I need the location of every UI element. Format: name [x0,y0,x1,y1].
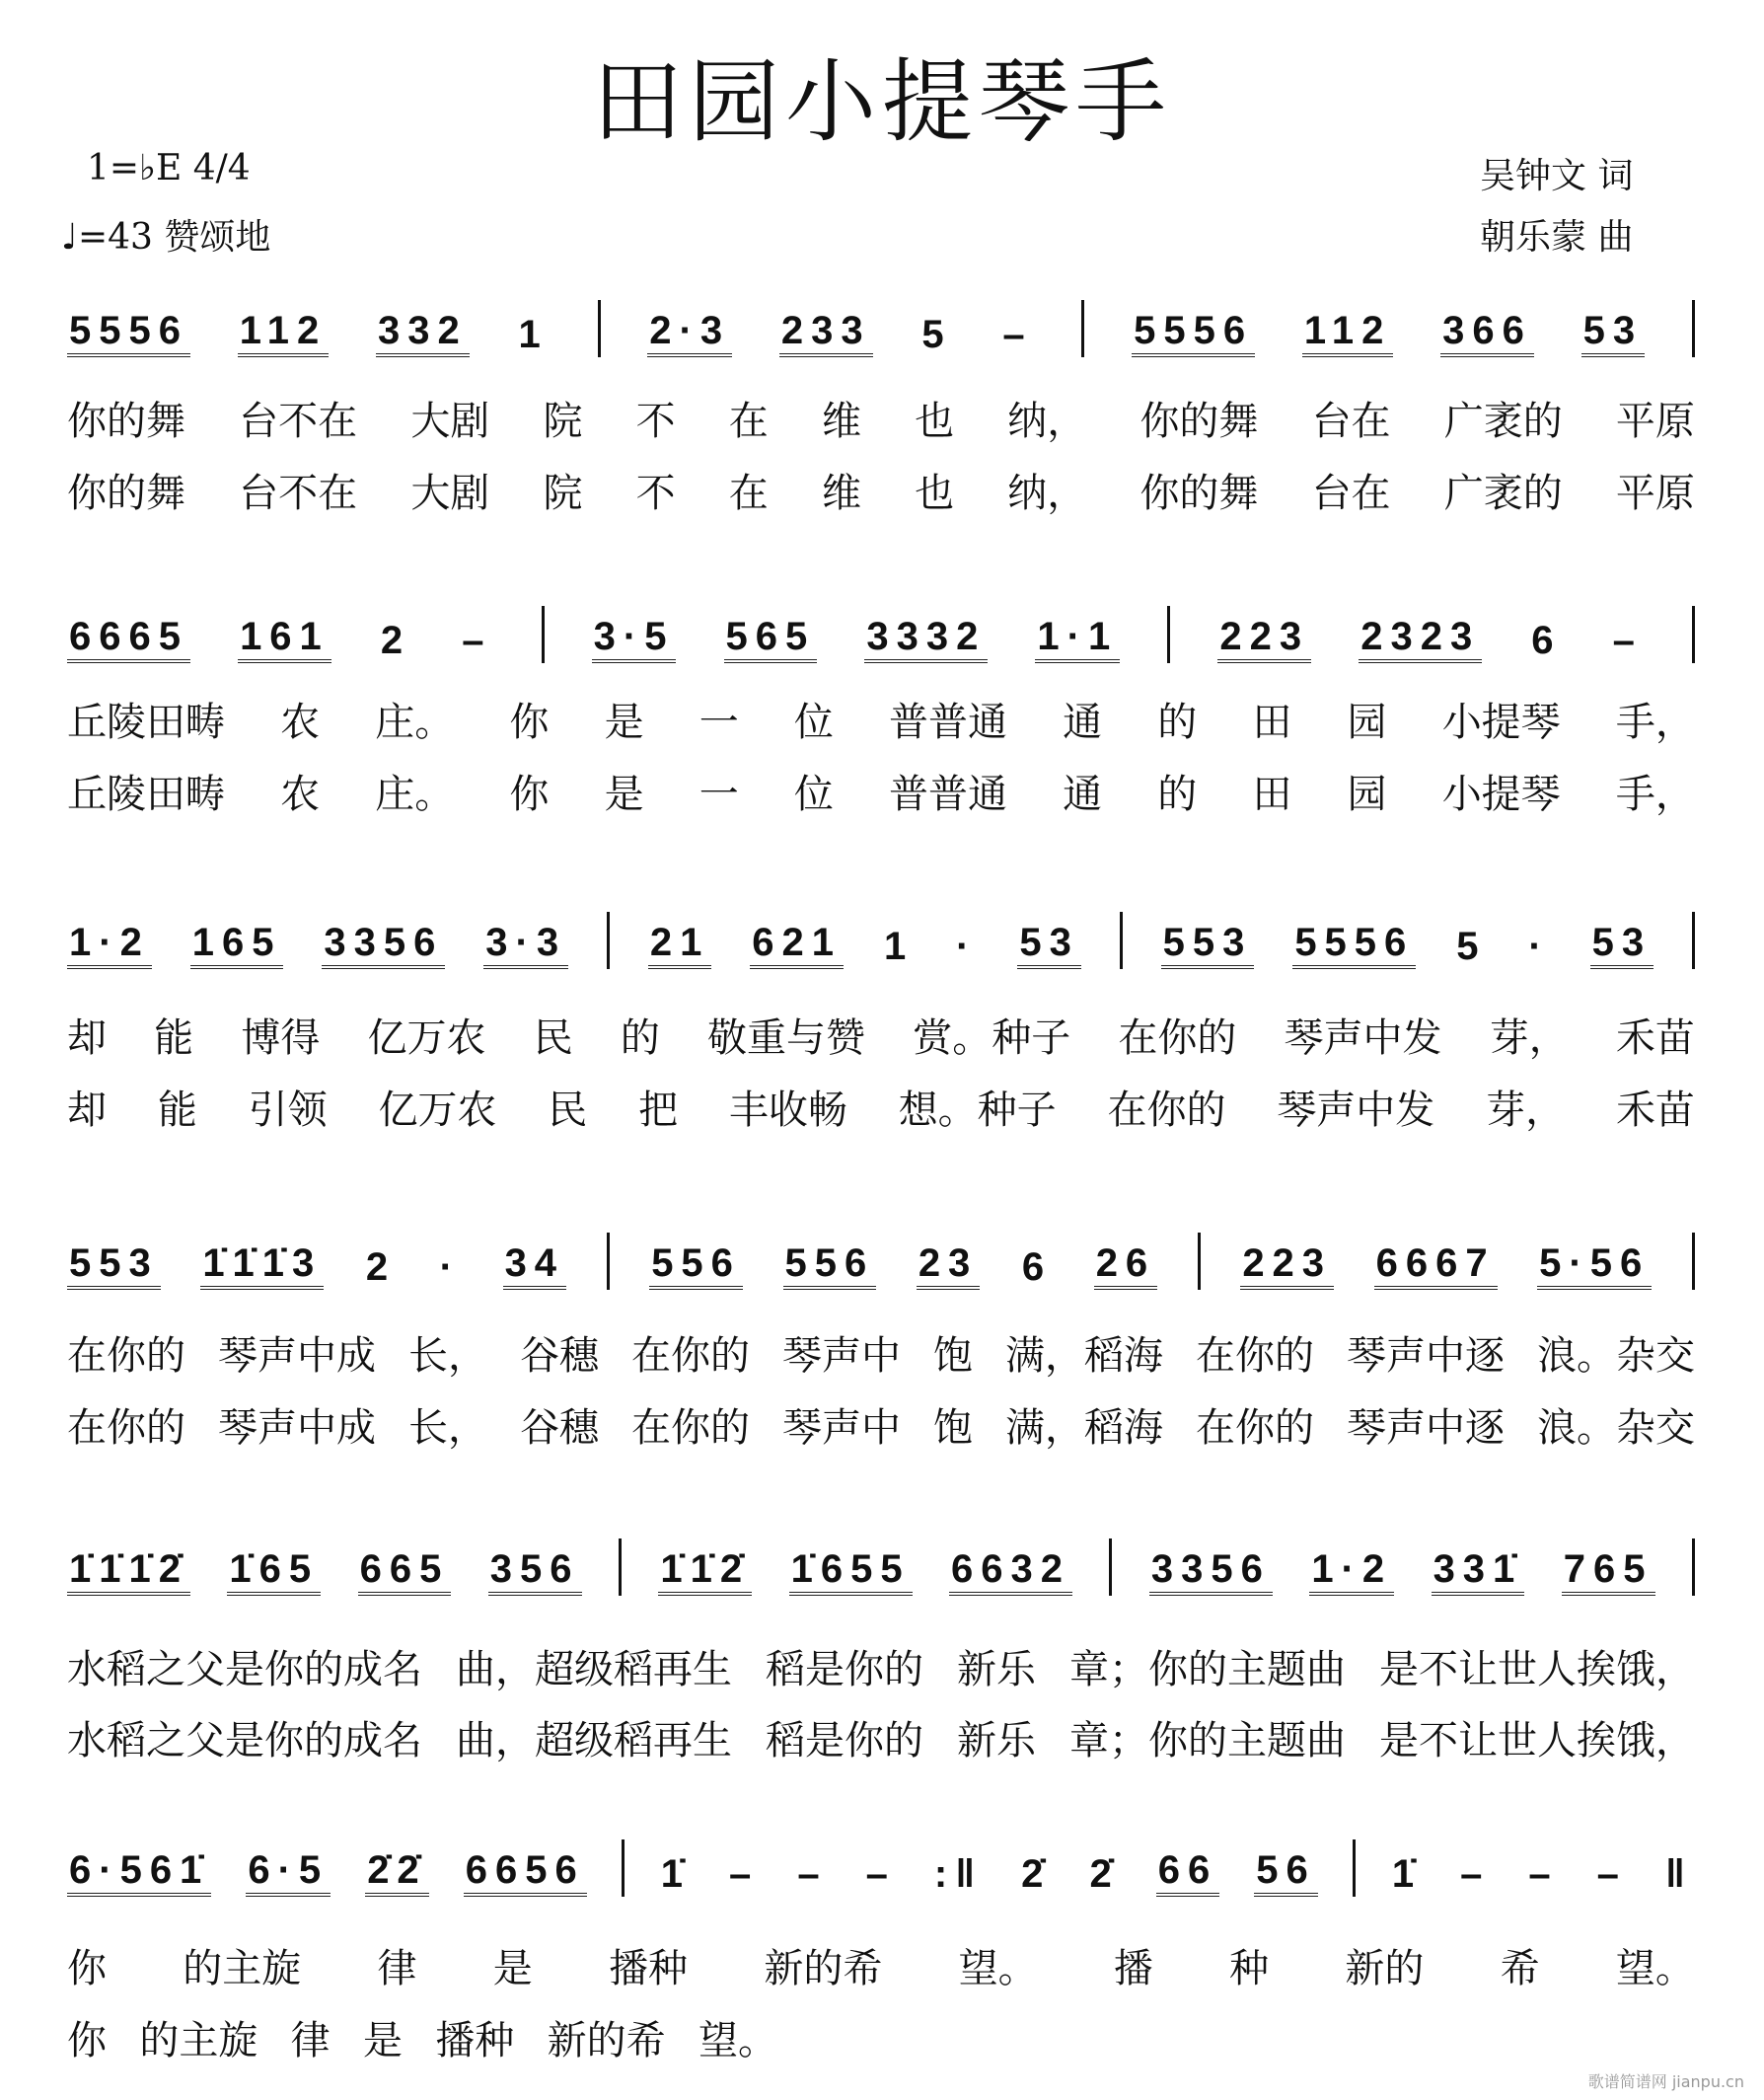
lyric-word: 望。 [958,1946,1038,1991]
tempo-marking: ♩=43 赞颂地 [61,217,271,258]
lyric-word: 饱 [933,1405,973,1451]
lyric-word: 长， [408,1405,487,1451]
note-group: – [1612,619,1643,662]
note-group: 6·561̇ [67,1848,211,1897]
lyrics-verse-2 [67,763,1695,819]
lyric-word: 芽， [1486,1088,1566,1133]
lyric-word: 谷穗 [520,1405,599,1451]
lyric-word: 浪。杂交 [1537,1333,1695,1379]
lyric-word: 希 [1500,1946,1540,1991]
note-group: 1̇655 [789,1547,913,1596]
note-group: 26 [1094,1241,1158,1290]
bar-line [607,912,610,969]
lyric-word: 琴声中 [782,1405,901,1451]
lyric-word: 纳， [1007,399,1087,444]
lyrics-verse-1 [67,1638,1695,1694]
lyric-word: 章；你的主题曲 [1069,1718,1346,1763]
lyric-word: 长， [408,1333,487,1379]
lyric-word: 一 [698,772,739,817]
lyric-word: 位 [793,772,834,817]
note-group: 3·3 [483,921,568,969]
bar-line [1353,1839,1356,1897]
note-group: 556 [649,1241,743,1290]
note-group: 6656 [464,1848,587,1897]
lyric-word: 能 [154,1015,194,1061]
note-group: 621 [750,921,844,969]
bar-line [1692,1538,1695,1596]
lyric-word: 丘陵田畴 [67,700,225,745]
lyric-word: 赏。种子 [913,1015,1071,1061]
note-group: 331̇ [1432,1547,1525,1596]
lyric-word: 一 [698,700,739,745]
lyric-word: 位 [793,700,834,745]
bar-line [1198,1233,1201,1290]
lyric-word: 在你的 [631,1405,750,1451]
lyrics-verse-2 [67,1079,1695,1135]
lyric-word: 是不让世人挨饿， [1379,1718,1695,1763]
lyric-word: 在你的 [67,1405,185,1451]
lyric-word: 的 [620,1015,660,1061]
note-group: 34 [503,1241,567,1290]
notes-row [67,1544,1695,1596]
lyric-word: 庄。 [375,700,455,745]
lyric-word: 维 [821,471,861,516]
lyric-word: 大剧 [410,471,490,516]
note-group: 665 [358,1547,452,1596]
note-group: 66 [1156,1848,1220,1897]
note-group: 1·2 [1309,1547,1394,1596]
note-group: 23 [917,1241,981,1290]
note-group: 233 [779,309,873,357]
lyric-word: 种 [1229,1946,1270,1991]
lyric-word: 章；你的主题曲 [1069,1647,1346,1692]
note-group: – [1596,1852,1627,1896]
lyric-word: 想。种子 [898,1088,1057,1133]
lyric-word: 禾苗 [1615,1015,1695,1061]
lyric-word: 你 [509,772,550,817]
lyric-word: 院 [543,471,583,516]
notes-row [67,1238,1695,1290]
lyric-word: 你的舞 [1139,399,1259,444]
lyric-word: 台不在 [239,471,358,516]
lyric-word: 谷穗 [520,1333,599,1379]
note-group: 2 [380,619,411,662]
note-group: 161 [238,615,331,663]
lyric-word: 广袤的 [1443,471,1563,516]
bar-line [619,1538,622,1596]
lyric-word: 琴声中成 [218,1405,376,1451]
lyric-word: 你的舞 [67,471,185,516]
lyric-word: 稻是你的 [766,1718,923,1763]
note-group: – [1460,1852,1491,1896]
lyric-word: 园 [1347,772,1387,817]
lyric-word: 不 [635,471,676,516]
lyrics-verse-1 [67,390,1695,446]
lyric-word: 是 [604,772,644,817]
lyric-word: 是 [362,2018,403,2063]
note-group: · [956,925,978,968]
note-group: 556 [783,1241,877,1290]
lyrics-verse-1 [67,1324,1695,1381]
note-group: 1̇1̇2̇ [658,1547,752,1596]
lyric-word: 琴声中逐 [1347,1405,1505,1451]
lyric-word: 的主旋 [139,2018,258,2063]
lyric-word: 新的 [1345,1946,1425,1991]
note-group: 1̇1̇1̇3 [200,1241,324,1290]
lyric-word: 在 [728,471,769,516]
lyric-word: 琴声中 [782,1333,901,1379]
lyric-word: 把 [638,1088,679,1133]
lyric-word: 大剧 [410,399,490,444]
lyric-word: 水稻之父是你的成名 [67,1718,422,1763]
watermark: 歌谱简谱网 jianpu.cn [1587,2072,1744,2091]
lyric-word: 农 [280,700,321,745]
lyric-word: 能 [157,1088,197,1133]
lyric-word: 通 [1063,700,1103,745]
note-group: 1̇ [660,1852,692,1896]
lyric-word: 丘陵田畴 [67,772,225,817]
lyric-word: 小提琴 [1441,772,1561,817]
note-group: – [462,619,492,662]
lyric-word: 台在 [1311,471,1391,516]
note-group: 765 [1562,1547,1655,1596]
note-group: – [797,1852,828,1896]
note-group: 1·2 [67,921,152,969]
note-group: · [1528,925,1550,968]
lyric-word: 在你的 [631,1333,750,1379]
lyric-word: 不 [635,399,676,444]
lyric-word: 望。 [698,2018,777,2063]
note-group: 53 [1581,309,1646,357]
note-group: 6632 [949,1547,1072,1596]
lyric-word: 满，稻海 [1005,1405,1163,1451]
bar-line [542,606,545,663]
lyric-word: 饱 [933,1333,973,1379]
bar-line [598,300,601,357]
lyric-word: 敬重与赞 [707,1015,866,1061]
note-group: 1̇ [1391,1852,1423,1896]
bar-line [1692,1233,1695,1290]
notes-row [67,1845,1695,1897]
note-group: 366 [1440,309,1534,357]
note-group: 112 [238,309,330,357]
note-group: 553 [67,1241,161,1290]
lyric-word: 琴声中发 [1277,1088,1435,1133]
lyric-word: 新乐 [957,1647,1036,1692]
lyric-word: 却 [67,1088,107,1133]
note-group: · [439,1245,461,1289]
lyric-word: 在你的 [1196,1333,1314,1379]
note-group: 5556 [1292,921,1416,969]
lyric-word: 农 [280,772,321,817]
note-group: – [1528,1852,1559,1896]
note-group: 565 [724,615,818,663]
lyric-word: 稻是你的 [766,1647,923,1692]
note-group: :‖ [933,1852,984,1896]
lyric-word: 手， [1615,772,1695,817]
bar-line [1692,606,1695,663]
note-group: 1 [883,925,915,968]
note-group: 5556 [1132,309,1255,357]
lyric-word: 曲，超级稻再生 [456,1647,732,1692]
lyricist-credit: 吴钟文 词 [1480,156,1634,196]
note-group: 5 [1456,925,1487,968]
lyric-word: 禾苗 [1615,1088,1695,1133]
lyric-word: 琴声中发 [1284,1015,1442,1061]
lyric-word: 新的希 [547,2018,666,2063]
lyric-word: 民 [533,1015,573,1061]
bar-line [622,1839,625,1897]
note-group: 3356 [1149,1547,1273,1596]
lyric-word: 你 [67,2018,107,2063]
bar-line [1081,300,1084,357]
lyric-word: 却 [67,1015,107,1061]
note-group: 1·1 [1035,615,1120,663]
lyrics-verse-1 [67,1937,1695,1993]
lyric-word: 琴声中逐 [1347,1333,1505,1379]
note-group: 53 [1590,921,1654,969]
lyric-word: 台不在 [239,399,358,444]
lyric-word: 院 [543,399,583,444]
note-group: 6665 [67,615,190,663]
note-group: 6 [1021,1245,1053,1289]
lyric-word: 手， [1615,700,1695,745]
note-group: 165 [190,921,284,969]
lyric-word: 播种 [609,1946,689,1991]
note-group: 2̇ [1021,1852,1052,1896]
note-group: 6·5 [246,1848,331,1897]
lyric-word: 是不让世人挨饿， [1379,1647,1695,1692]
lyric-word: 维 [821,399,861,444]
lyrics-verse-2 [67,2009,777,2065]
lyric-word: 望。 [1615,1946,1695,1991]
note-group: 2323 [1359,615,1482,663]
lyric-word: 丰收畅 [728,1088,847,1133]
lyric-word: 你的舞 [67,399,185,444]
note-group: 6667 [1374,1241,1498,1290]
lyric-word: 园 [1347,700,1387,745]
lyrics-verse-1 [67,1007,1695,1063]
lyric-word: 的 [1157,700,1198,745]
note-group: 223 [1240,1241,1334,1290]
lyric-word: 也 [915,471,955,516]
note-group: 5·56 [1537,1241,1652,1290]
note-group: 356 [488,1547,582,1596]
lyric-word: 播 [1113,1946,1153,1991]
lyric-word: 普普通 [888,700,1007,745]
lyric-word: 是 [604,700,644,745]
lyric-word: 播种 [435,2018,515,2063]
lyric-word: 台在 [1311,399,1391,444]
lyric-word: 律 [377,1946,417,1991]
note-group: 1̇65 [227,1547,321,1596]
note-group: – [729,1852,760,1896]
key-signature: 1=♭E 4/4 [87,148,251,188]
lyric-word: 浪。杂交 [1537,1405,1695,1451]
bar-line [1167,606,1170,663]
lyric-word: 广袤的 [1443,399,1563,444]
lyric-word: 博得 [241,1015,321,1061]
lyric-word: 在你的 [1107,1088,1226,1133]
note-group: 223 [1217,615,1311,663]
note-group: 553 [1161,921,1255,969]
lyric-word: 亿万农 [367,1015,486,1061]
lyric-word: 通 [1063,772,1103,817]
lyric-word: 芽， [1489,1015,1569,1061]
lyric-word: 新的希 [764,1946,883,1991]
lyric-word: 的主旋 [183,1946,302,1991]
notes-row [67,918,1695,969]
note-group: 21 [648,921,712,969]
lyric-word: 田 [1252,772,1292,817]
note-group: 3356 [322,921,445,969]
lyric-word: 水稻之父是你的成名 [67,1647,422,1692]
lyric-word: 是 [492,1946,533,1991]
note-group: 1̇1̇1̇2̇ [67,1547,190,1596]
lyrics-verse-2 [67,462,1695,518]
bar-line [1120,912,1123,969]
note-group: 56 [1254,1848,1318,1897]
lyric-word: 你 [509,700,550,745]
note-group: 3·5 [592,615,677,663]
lyric-word: 庄。 [375,772,455,817]
note-group: 112 [1302,309,1394,357]
lyric-word: 律 [290,2018,331,2063]
note-group: 5 [921,313,952,356]
note-group: 6 [1531,619,1562,662]
lyric-word: 平原 [1615,471,1695,516]
lyric-word: 的 [1157,772,1198,817]
lyric-word: 新乐 [957,1718,1036,1763]
note-group: – [865,1852,896,1896]
lyric-word: 也 [915,399,955,444]
bar-line [1692,912,1695,969]
note-group: 2·3 [647,309,732,357]
note-group: 1 [518,313,549,356]
bar-line [1692,300,1695,357]
notes-row [67,306,1695,357]
lyric-word: 你的舞 [1139,471,1259,516]
lyric-word: 在你的 [1196,1405,1314,1451]
lyric-word: 引领 [248,1088,328,1133]
note-group: 2 [365,1245,397,1289]
lyric-word: 琴声中成 [218,1333,376,1379]
note-group: – [1002,313,1033,356]
song-title: 田园小提琴手 [591,49,1172,155]
bar-line [1109,1538,1112,1596]
bar-line [607,1233,610,1290]
lyrics-verse-1 [67,691,1695,747]
note-group: 2̇ [1089,1852,1120,1896]
lyric-word: 民 [548,1088,588,1133]
note-group: 2̇2̇ [365,1848,429,1897]
lyrics-verse-2 [67,1396,1695,1453]
lyric-word: 平原 [1615,399,1695,444]
note-group: 5556 [67,309,190,357]
lyric-word: 在 [728,399,769,444]
lyric-word: 满，稻海 [1005,1333,1163,1379]
lyric-word: 你 [67,1946,107,1991]
lyrics-verse-2 [67,1709,1695,1765]
lyric-word: 田 [1252,700,1292,745]
lyric-word: 纳， [1007,471,1087,516]
note-group: ‖ [1664,1852,1693,1896]
note-group: 3332 [864,615,988,663]
composer-credit: 朝乐蒙 曲 [1480,217,1634,258]
note-group: 53 [1017,921,1081,969]
lyric-word: 在你的 [1118,1015,1237,1061]
notes-row [67,612,1695,663]
lyric-word: 在你的 [67,1333,185,1379]
lyric-word: 亿万农 [378,1088,497,1133]
lyric-word: 小提琴 [1441,700,1561,745]
lyric-word: 曲，超级稻再生 [456,1718,732,1763]
note-group: 332 [376,309,470,357]
lyric-word: 普普通 [888,772,1007,817]
